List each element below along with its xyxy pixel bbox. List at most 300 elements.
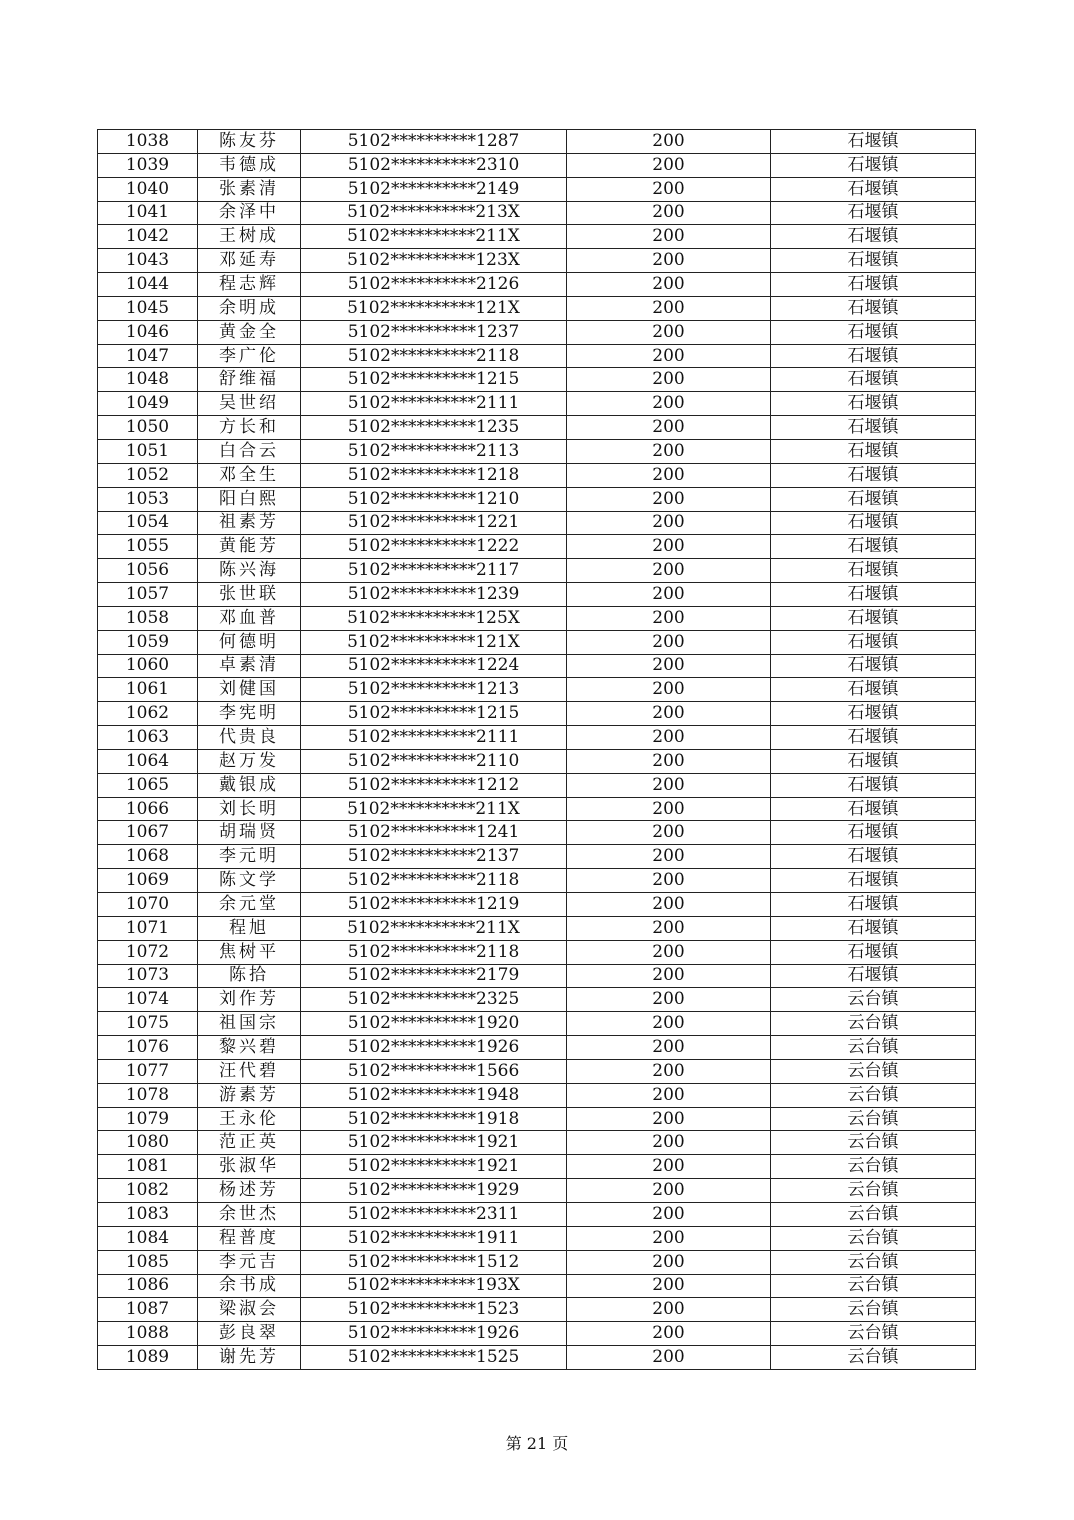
id-number-cell: 5102**********1235	[301, 416, 567, 440]
name-cell: 彭良翠	[198, 1322, 301, 1346]
name-cell: 范正英	[198, 1131, 301, 1155]
serial-number-cell: 1056	[98, 559, 198, 583]
amount-cell: 200	[567, 845, 771, 869]
town-cell: 石堰镇	[771, 845, 976, 869]
name-cell: 杨述芳	[198, 1179, 301, 1203]
serial-number-cell: 1089	[98, 1346, 198, 1370]
town-cell: 石堰镇	[771, 416, 976, 440]
name-cell: 陈文学	[198, 869, 301, 893]
name-cell: 王永伦	[198, 1107, 301, 1131]
table-row	[98, 583, 976, 607]
amount-cell: 200	[567, 869, 771, 893]
id-number-cell: 5102**********2117	[301, 559, 567, 583]
serial-number-cell: 1049	[98, 392, 198, 416]
table-row	[98, 1226, 976, 1250]
serial-number-cell: 1043	[98, 249, 198, 273]
id-number-cell: 5102**********1523	[301, 1298, 567, 1322]
name-cell: 刘长明	[198, 797, 301, 821]
table-row	[98, 320, 976, 344]
name-cell: 戴银成	[198, 773, 301, 797]
table-row	[98, 225, 976, 249]
id-number-cell: 5102**********1215	[301, 368, 567, 392]
id-number-cell: 5102**********1512	[301, 1250, 567, 1274]
name-cell: 汪代碧	[198, 1059, 301, 1083]
id-number-cell: 5102**********2137	[301, 845, 567, 869]
town-cell: 云台镇	[771, 1322, 976, 1346]
serial-number-cell: 1070	[98, 893, 198, 917]
id-number-cell: 5102**********193X	[301, 1274, 567, 1298]
name-cell: 梁淑会	[198, 1298, 301, 1322]
town-cell: 云台镇	[771, 1155, 976, 1179]
id-number-cell: 5102**********1948	[301, 1083, 567, 1107]
town-cell: 石堰镇	[771, 177, 976, 201]
town-cell: 石堰镇	[771, 583, 976, 607]
amount-cell: 200	[567, 1036, 771, 1060]
name-cell: 程旭	[198, 916, 301, 940]
name-cell: 余泽中	[198, 201, 301, 225]
table-row	[98, 1083, 976, 1107]
table-row	[98, 726, 976, 750]
name-cell: 张素清	[198, 177, 301, 201]
serial-number-cell: 1041	[98, 201, 198, 225]
name-cell: 刘作芳	[198, 988, 301, 1012]
name-cell: 谢先芳	[198, 1346, 301, 1370]
name-cell: 祖素芳	[198, 511, 301, 535]
name-cell: 舒维福	[198, 368, 301, 392]
id-number-cell: 5102**********1926	[301, 1322, 567, 1346]
serial-number-cell: 1047	[98, 344, 198, 368]
id-number-cell: 5102**********123X	[301, 249, 567, 273]
id-number-cell: 5102**********211X	[301, 797, 567, 821]
id-number-cell: 5102**********2118	[301, 869, 567, 893]
id-number-cell: 5102**********213X	[301, 201, 567, 225]
name-cell: 余元堂	[198, 893, 301, 917]
id-number-cell: 5102**********125X	[301, 606, 567, 630]
name-cell: 余世杰	[198, 1202, 301, 1226]
amount-cell: 200	[567, 463, 771, 487]
amount-cell: 200	[567, 1131, 771, 1155]
serial-number-cell: 1068	[98, 845, 198, 869]
id-number-cell: 5102**********2110	[301, 749, 567, 773]
town-cell: 石堰镇	[771, 678, 976, 702]
town-cell: 石堰镇	[771, 344, 976, 368]
serial-number-cell: 1058	[98, 606, 198, 630]
town-cell: 云台镇	[771, 1036, 976, 1060]
id-number-cell: 5102**********1921	[301, 1155, 567, 1179]
id-number-cell: 5102**********1929	[301, 1179, 567, 1203]
name-cell: 代贵良	[198, 726, 301, 750]
amount-cell: 200	[567, 487, 771, 511]
serial-number-cell: 1052	[98, 463, 198, 487]
serial-number-cell: 1038	[98, 130, 198, 154]
name-cell: 李广伦	[198, 344, 301, 368]
name-cell: 黎兴碧	[198, 1036, 301, 1060]
id-number-cell: 5102**********1287	[301, 130, 567, 154]
id-number-cell: 5102**********1221	[301, 511, 567, 535]
name-cell: 阳白熙	[198, 487, 301, 511]
amount-cell: 200	[567, 654, 771, 678]
serial-number-cell: 1055	[98, 535, 198, 559]
table-row	[98, 392, 976, 416]
serial-number-cell: 1040	[98, 177, 198, 201]
subsidy-table	[97, 129, 976, 1370]
id-number-cell: 5102**********121X	[301, 630, 567, 654]
serial-number-cell: 1079	[98, 1107, 198, 1131]
table-body	[98, 130, 976, 1370]
table-row	[98, 416, 976, 440]
serial-number-cell: 1051	[98, 439, 198, 463]
amount-cell: 200	[567, 893, 771, 917]
table-row	[98, 1298, 976, 1322]
town-cell: 石堰镇	[771, 201, 976, 225]
amount-cell: 200	[567, 1274, 771, 1298]
town-cell: 云台镇	[771, 1226, 976, 1250]
serial-number-cell: 1076	[98, 1036, 198, 1060]
amount-cell: 200	[567, 630, 771, 654]
id-number-cell: 5102**********2310	[301, 153, 567, 177]
table-row	[98, 797, 976, 821]
table-row	[98, 845, 976, 869]
name-cell: 邓全生	[198, 463, 301, 487]
id-number-cell: 5102**********2111	[301, 726, 567, 750]
town-cell: 石堰镇	[771, 535, 976, 559]
serial-number-cell: 1082	[98, 1179, 198, 1203]
town-cell: 石堰镇	[771, 606, 976, 630]
table-row	[98, 678, 976, 702]
serial-number-cell: 1072	[98, 940, 198, 964]
name-cell: 陈兴海	[198, 559, 301, 583]
id-number-cell: 5102**********1241	[301, 821, 567, 845]
id-number-cell: 5102**********1918	[301, 1107, 567, 1131]
town-cell: 石堰镇	[771, 249, 976, 273]
name-cell: 白合云	[198, 439, 301, 463]
town-cell: 石堰镇	[771, 511, 976, 535]
id-number-cell: 5102**********1525	[301, 1346, 567, 1370]
town-cell: 石堰镇	[771, 225, 976, 249]
name-cell: 韦德成	[198, 153, 301, 177]
id-number-cell: 5102**********1218	[301, 463, 567, 487]
amount-cell: 200	[567, 249, 771, 273]
page-number: 第 21 页	[505, 1434, 569, 1453]
id-number-cell: 5102**********1215	[301, 702, 567, 726]
town-cell: 石堰镇	[771, 821, 976, 845]
town-cell: 石堰镇	[771, 368, 976, 392]
town-cell: 石堰镇	[771, 940, 976, 964]
serial-number-cell: 1048	[98, 368, 198, 392]
serial-number-cell: 1074	[98, 988, 198, 1012]
name-cell: 李宪明	[198, 702, 301, 726]
name-cell: 黄能芳	[198, 535, 301, 559]
id-number-cell: 5102**********2111	[301, 392, 567, 416]
serial-number-cell: 1066	[98, 797, 198, 821]
table-row	[98, 654, 976, 678]
serial-number-cell: 1088	[98, 1322, 198, 1346]
town-cell: 石堰镇	[771, 392, 976, 416]
amount-cell: 200	[567, 153, 771, 177]
town-cell: 云台镇	[771, 1059, 976, 1083]
name-cell: 卓素清	[198, 654, 301, 678]
serial-number-cell: 1077	[98, 1059, 198, 1083]
id-number-cell: 5102**********1210	[301, 487, 567, 511]
table-row	[98, 702, 976, 726]
serial-number-cell: 1062	[98, 702, 198, 726]
serial-number-cell: 1085	[98, 1250, 198, 1274]
serial-number-cell: 1087	[98, 1298, 198, 1322]
table-row	[98, 916, 976, 940]
name-cell: 方长和	[198, 416, 301, 440]
serial-number-cell: 1086	[98, 1274, 198, 1298]
table-row	[98, 1274, 976, 1298]
name-cell: 李元明	[198, 845, 301, 869]
amount-cell: 200	[567, 1083, 771, 1107]
table-row	[98, 1012, 976, 1036]
table-row	[98, 463, 976, 487]
town-cell: 石堰镇	[771, 320, 976, 344]
serial-number-cell: 1080	[98, 1131, 198, 1155]
name-cell: 游素芳	[198, 1083, 301, 1107]
town-cell: 云台镇	[771, 1274, 976, 1298]
id-number-cell: 5102**********2149	[301, 177, 567, 201]
table-row	[98, 487, 976, 511]
town-cell: 云台镇	[771, 1083, 976, 1107]
name-cell: 程普度	[198, 1226, 301, 1250]
name-cell: 祖国宗	[198, 1012, 301, 1036]
amount-cell: 200	[567, 1202, 771, 1226]
serial-number-cell: 1046	[98, 320, 198, 344]
serial-number-cell: 1071	[98, 916, 198, 940]
name-cell: 余书成	[198, 1274, 301, 1298]
name-cell: 邓延寿	[198, 249, 301, 273]
town-cell: 云台镇	[771, 1179, 976, 1203]
table-row	[98, 1322, 976, 1346]
amount-cell: 200	[567, 535, 771, 559]
amount-cell: 200	[567, 1012, 771, 1036]
id-number-cell: 5102**********1920	[301, 1012, 567, 1036]
amount-cell: 200	[567, 416, 771, 440]
table-row	[98, 1131, 976, 1155]
table-row	[98, 511, 976, 535]
amount-cell: 200	[567, 273, 771, 297]
id-number-cell: 5102**********1566	[301, 1059, 567, 1083]
id-number-cell: 5102**********2325	[301, 988, 567, 1012]
serial-number-cell: 1045	[98, 296, 198, 320]
town-cell: 云台镇	[771, 1250, 976, 1274]
name-cell: 张淑华	[198, 1155, 301, 1179]
town-cell: 云台镇	[771, 1012, 976, 1036]
town-cell: 石堰镇	[771, 797, 976, 821]
amount-cell: 200	[567, 606, 771, 630]
amount-cell: 200	[567, 1155, 771, 1179]
amount-cell: 200	[567, 1179, 771, 1203]
serial-number-cell: 1067	[98, 821, 198, 845]
serial-number-cell: 1065	[98, 773, 198, 797]
amount-cell: 200	[567, 201, 771, 225]
amount-cell: 200	[567, 773, 771, 797]
serial-number-cell: 1057	[98, 583, 198, 607]
table-row	[98, 130, 976, 154]
name-cell: 邓血普	[198, 606, 301, 630]
amount-cell: 200	[567, 749, 771, 773]
table-row	[98, 988, 976, 1012]
table-row	[98, 821, 976, 845]
table-row	[98, 368, 976, 392]
town-cell: 石堰镇	[771, 893, 976, 917]
id-number-cell: 5102**********2126	[301, 273, 567, 297]
id-number-cell: 5102**********1224	[301, 654, 567, 678]
serial-number-cell: 1059	[98, 630, 198, 654]
table-row	[98, 964, 976, 988]
serial-number-cell: 1044	[98, 273, 198, 297]
table-row	[98, 559, 976, 583]
table-row	[98, 606, 976, 630]
table-row	[98, 153, 976, 177]
town-cell: 云台镇	[771, 1107, 976, 1131]
serial-number-cell: 1042	[98, 225, 198, 249]
table-row	[98, 249, 976, 273]
town-cell: 云台镇	[771, 1298, 976, 1322]
table-row	[98, 630, 976, 654]
id-number-cell: 5102**********2113	[301, 439, 567, 463]
id-number-cell: 5102**********2118	[301, 344, 567, 368]
amount-cell: 200	[567, 583, 771, 607]
serial-number-cell: 1069	[98, 869, 198, 893]
id-number-cell: 5102**********1926	[301, 1036, 567, 1060]
town-cell: 石堰镇	[771, 153, 976, 177]
name-cell: 黄金全	[198, 320, 301, 344]
amount-cell: 200	[567, 225, 771, 249]
amount-cell: 200	[567, 1226, 771, 1250]
town-cell: 石堰镇	[771, 916, 976, 940]
id-number-cell: 5102**********1239	[301, 583, 567, 607]
amount-cell: 200	[567, 1059, 771, 1083]
table-row	[98, 439, 976, 463]
table-row	[98, 893, 976, 917]
table-row	[98, 1036, 976, 1060]
town-cell: 云台镇	[771, 988, 976, 1012]
amount-cell: 200	[567, 940, 771, 964]
amount-cell: 200	[567, 1250, 771, 1274]
town-cell: 石堰镇	[771, 654, 976, 678]
town-cell: 石堰镇	[771, 630, 976, 654]
id-number-cell: 5102**********1911	[301, 1226, 567, 1250]
name-cell: 吴世绍	[198, 392, 301, 416]
amount-cell: 200	[567, 1322, 771, 1346]
serial-number-cell: 1081	[98, 1155, 198, 1179]
serial-number-cell: 1061	[98, 678, 198, 702]
id-number-cell: 5102**********1222	[301, 535, 567, 559]
serial-number-cell: 1075	[98, 1012, 198, 1036]
amount-cell: 200	[567, 1298, 771, 1322]
id-number-cell: 5102**********121X	[301, 296, 567, 320]
table-row	[98, 1179, 976, 1203]
id-number-cell: 5102**********1213	[301, 678, 567, 702]
serial-number-cell: 1073	[98, 964, 198, 988]
amount-cell: 200	[567, 392, 771, 416]
serial-number-cell: 1053	[98, 487, 198, 511]
id-number-cell: 5102**********1921	[301, 1131, 567, 1155]
name-cell: 焦树平	[198, 940, 301, 964]
name-cell: 刘健国	[198, 678, 301, 702]
amount-cell: 200	[567, 368, 771, 392]
amount-cell: 200	[567, 678, 771, 702]
town-cell: 石堰镇	[771, 749, 976, 773]
town-cell: 石堰镇	[771, 726, 976, 750]
name-cell: 张世联	[198, 583, 301, 607]
id-number-cell: 5102**********1212	[301, 773, 567, 797]
town-cell: 石堰镇	[771, 439, 976, 463]
town-cell: 石堰镇	[771, 869, 976, 893]
id-number-cell: 5102**********2118	[301, 940, 567, 964]
serial-number-cell: 1050	[98, 416, 198, 440]
serial-number-cell: 1064	[98, 749, 198, 773]
amount-cell: 200	[567, 559, 771, 583]
serial-number-cell: 1039	[98, 153, 198, 177]
id-number-cell: 5102**********211X	[301, 225, 567, 249]
amount-cell: 200	[567, 726, 771, 750]
town-cell: 云台镇	[771, 1131, 976, 1155]
serial-number-cell: 1078	[98, 1083, 198, 1107]
name-cell: 余明成	[198, 296, 301, 320]
amount-cell: 200	[567, 296, 771, 320]
table-row	[98, 1202, 976, 1226]
amount-cell: 200	[567, 916, 771, 940]
amount-cell: 200	[567, 320, 771, 344]
table-row	[98, 1155, 976, 1179]
serial-number-cell: 1083	[98, 1202, 198, 1226]
table-row	[98, 273, 976, 297]
table-row	[98, 177, 976, 201]
town-cell: 云台镇	[771, 1202, 976, 1226]
amount-cell: 200	[567, 1107, 771, 1131]
name-cell: 王树成	[198, 225, 301, 249]
name-cell: 陈友芬	[198, 130, 301, 154]
amount-cell: 200	[567, 702, 771, 726]
town-cell: 石堰镇	[771, 487, 976, 511]
id-number-cell: 5102**********2179	[301, 964, 567, 988]
id-number-cell: 5102**********2311	[301, 1202, 567, 1226]
town-cell: 云台镇	[771, 1346, 976, 1370]
table-row	[98, 296, 976, 320]
town-cell: 石堰镇	[771, 559, 976, 583]
table-row	[98, 749, 976, 773]
table-row	[98, 344, 976, 368]
table-row	[98, 535, 976, 559]
name-cell: 何德明	[198, 630, 301, 654]
serial-number-cell: 1063	[98, 726, 198, 750]
name-cell: 程志辉	[198, 273, 301, 297]
town-cell: 石堰镇	[771, 702, 976, 726]
amount-cell: 200	[567, 439, 771, 463]
id-number-cell: 5102**********1237	[301, 320, 567, 344]
serial-number-cell: 1060	[98, 654, 198, 678]
amount-cell: 200	[567, 821, 771, 845]
serial-number-cell: 1054	[98, 511, 198, 535]
name-cell: 李元吉	[198, 1250, 301, 1274]
name-cell: 陈拾	[198, 964, 301, 988]
town-cell: 石堰镇	[771, 463, 976, 487]
id-number-cell: 5102**********211X	[301, 916, 567, 940]
amount-cell: 200	[567, 1346, 771, 1370]
name-cell: 胡瑞贤	[198, 821, 301, 845]
table-row	[98, 869, 976, 893]
serial-number-cell: 1084	[98, 1226, 198, 1250]
table-row	[98, 1059, 976, 1083]
amount-cell: 200	[567, 797, 771, 821]
town-cell: 石堰镇	[771, 296, 976, 320]
table-row	[98, 773, 976, 797]
name-cell: 赵万发	[198, 749, 301, 773]
amount-cell: 200	[567, 177, 771, 201]
